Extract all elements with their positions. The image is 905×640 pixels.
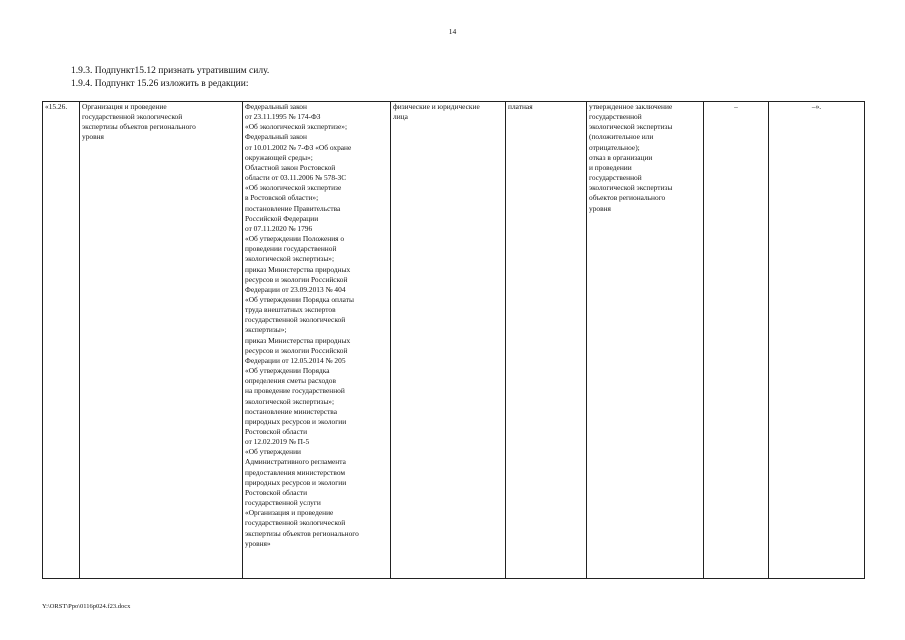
- applicants-line: лица: [393, 112, 408, 122]
- legal-basis-line: экспертизы объектов регионального: [245, 528, 359, 538]
- legal-basis-line: «Об экологической экспертизе»;: [245, 122, 347, 132]
- legal-basis-line: постановление Правительства: [245, 203, 341, 213]
- legal-basis-line: «Об утверждении Положения о: [245, 234, 345, 244]
- legal-basis-line: «Об утверждении Порядка: [245, 366, 330, 376]
- legal-basis-line: «Об утверждении: [245, 447, 301, 457]
- result-line: экологической экспертизы: [589, 122, 673, 132]
- legal-basis-line: экспертизы»;: [245, 325, 287, 335]
- page-number: 14: [448, 27, 457, 36]
- cell-service-name: [80, 102, 243, 579]
- applicants-line: физические и юридические: [393, 102, 480, 111]
- file-path-footer: Y:\ORST\Ppo\0116p024.f23.docx: [42, 603, 131, 610]
- legal-basis-line: проведении государственной: [245, 244, 337, 254]
- cell-number: «15.26.: [43, 102, 80, 579]
- legal-basis-line: окружающей среды»;: [245, 152, 313, 162]
- cell-result: [587, 102, 704, 579]
- legal-basis-line: государственной экологической: [245, 518, 346, 528]
- legal-basis-line: Федерации от 12.05.2014 № 205: [245, 355, 346, 365]
- table-row: [43, 102, 865, 579]
- legal-basis-line: Федеральный закон: [245, 132, 307, 142]
- paragraph-1-9-4: 1.9.4. Подпункт 15.26 изложить в редакции:: [71, 79, 249, 89]
- legal-basis-line: ресурсов и экологии Российской: [245, 274, 348, 284]
- legal-basis-line: области от 03.11.2006 № 578-ЗС: [245, 173, 347, 183]
- result-line: государственной: [589, 112, 642, 122]
- result-line: объектов регионального: [589, 193, 666, 203]
- legal-basis-line: приказ Министерства природных: [245, 264, 351, 274]
- legal-basis-line: экологической экспертизы»;: [245, 254, 335, 264]
- cell-legal-basis: [243, 102, 391, 579]
- services-table: [42, 101, 865, 579]
- legal-basis-line: «Организация и проведение: [245, 508, 334, 518]
- legal-basis-line: государственной услуги: [245, 498, 321, 508]
- legal-basis-line: Федерации от 23.09.2013 № 404: [245, 284, 346, 294]
- legal-basis-line: в Ростовской области»;: [245, 193, 319, 203]
- legal-basis-line: труда внештатных экспертов: [245, 305, 336, 315]
- legal-basis-line: природных ресурсов и экологии: [245, 416, 347, 426]
- result-line: отказ в организации: [589, 152, 653, 162]
- legal-basis-line: «Об утверждении Порядка оплаты: [245, 294, 354, 304]
- legal-basis-line: «Об экологической экспертизе: [245, 183, 342, 193]
- legal-basis-line: Российской Федерации: [245, 213, 319, 223]
- legal-basis-line: от 10.01.2002 № 7-ФЗ «Об охране: [245, 142, 352, 152]
- legal-basis-line: Ростовской области: [245, 427, 308, 436]
- legal-basis-line: уровня»: [245, 538, 271, 548]
- result-line: отрицательное);: [589, 142, 640, 152]
- legal-basis-line: от 23.11.1995 № 174-ФЗ: [245, 112, 321, 122]
- legal-basis-line: от 07.11.2020 № 1796: [245, 223, 313, 233]
- result-line: экологической экспертизы: [589, 183, 673, 193]
- paragraph-1-9-3: 1.9.3. Подпункт15.12 признать утратившим силу.: [71, 66, 270, 76]
- result-line: (положительное или: [589, 132, 654, 142]
- legal-basis-line: Административного регламента: [245, 457, 346, 467]
- legal-basis-line: приказ Министерства природных: [245, 335, 351, 345]
- service-name-line: уровня: [82, 132, 104, 142]
- legal-basis-line: Ростовской области: [245, 487, 308, 497]
- legal-basis-line: предоставления министерством: [245, 467, 346, 477]
- legal-basis-line: ресурсов и экологии Российской: [245, 345, 348, 355]
- result-line: уровня: [589, 203, 611, 213]
- result-line: утвержденное заключение: [589, 102, 673, 111]
- service-name-line: государственной экологической: [82, 112, 183, 122]
- legal-basis-line: постановление министерства: [245, 406, 337, 416]
- legal-basis-line: Областной закон Ростовской: [245, 162, 336, 172]
- legal-basis-line: от 12.02.2019 № П-5: [245, 437, 310, 447]
- cell-closing: –».: [769, 102, 865, 579]
- cell-dash: –: [704, 102, 769, 579]
- legal-basis-line: экологической экспертизы»;: [245, 396, 335, 406]
- legal-basis-line: Федеральный закон: [245, 102, 307, 111]
- legal-basis-line: государственной экологической: [245, 315, 346, 325]
- legal-basis-line: природных ресурсов и экологии: [245, 477, 347, 487]
- cell-payment: платная: [506, 102, 587, 579]
- legal-basis-line: определения сметы расходов: [245, 376, 336, 386]
- result-line: и проведении: [589, 162, 632, 172]
- service-name-line: Организация и проведение: [82, 102, 167, 111]
- service-name-line: экспертизы объектов регионального: [82, 122, 196, 132]
- cell-applicants: [391, 102, 506, 579]
- result-line: государственной: [589, 173, 642, 183]
- legal-basis-line: на проведение государственной: [245, 386, 345, 396]
